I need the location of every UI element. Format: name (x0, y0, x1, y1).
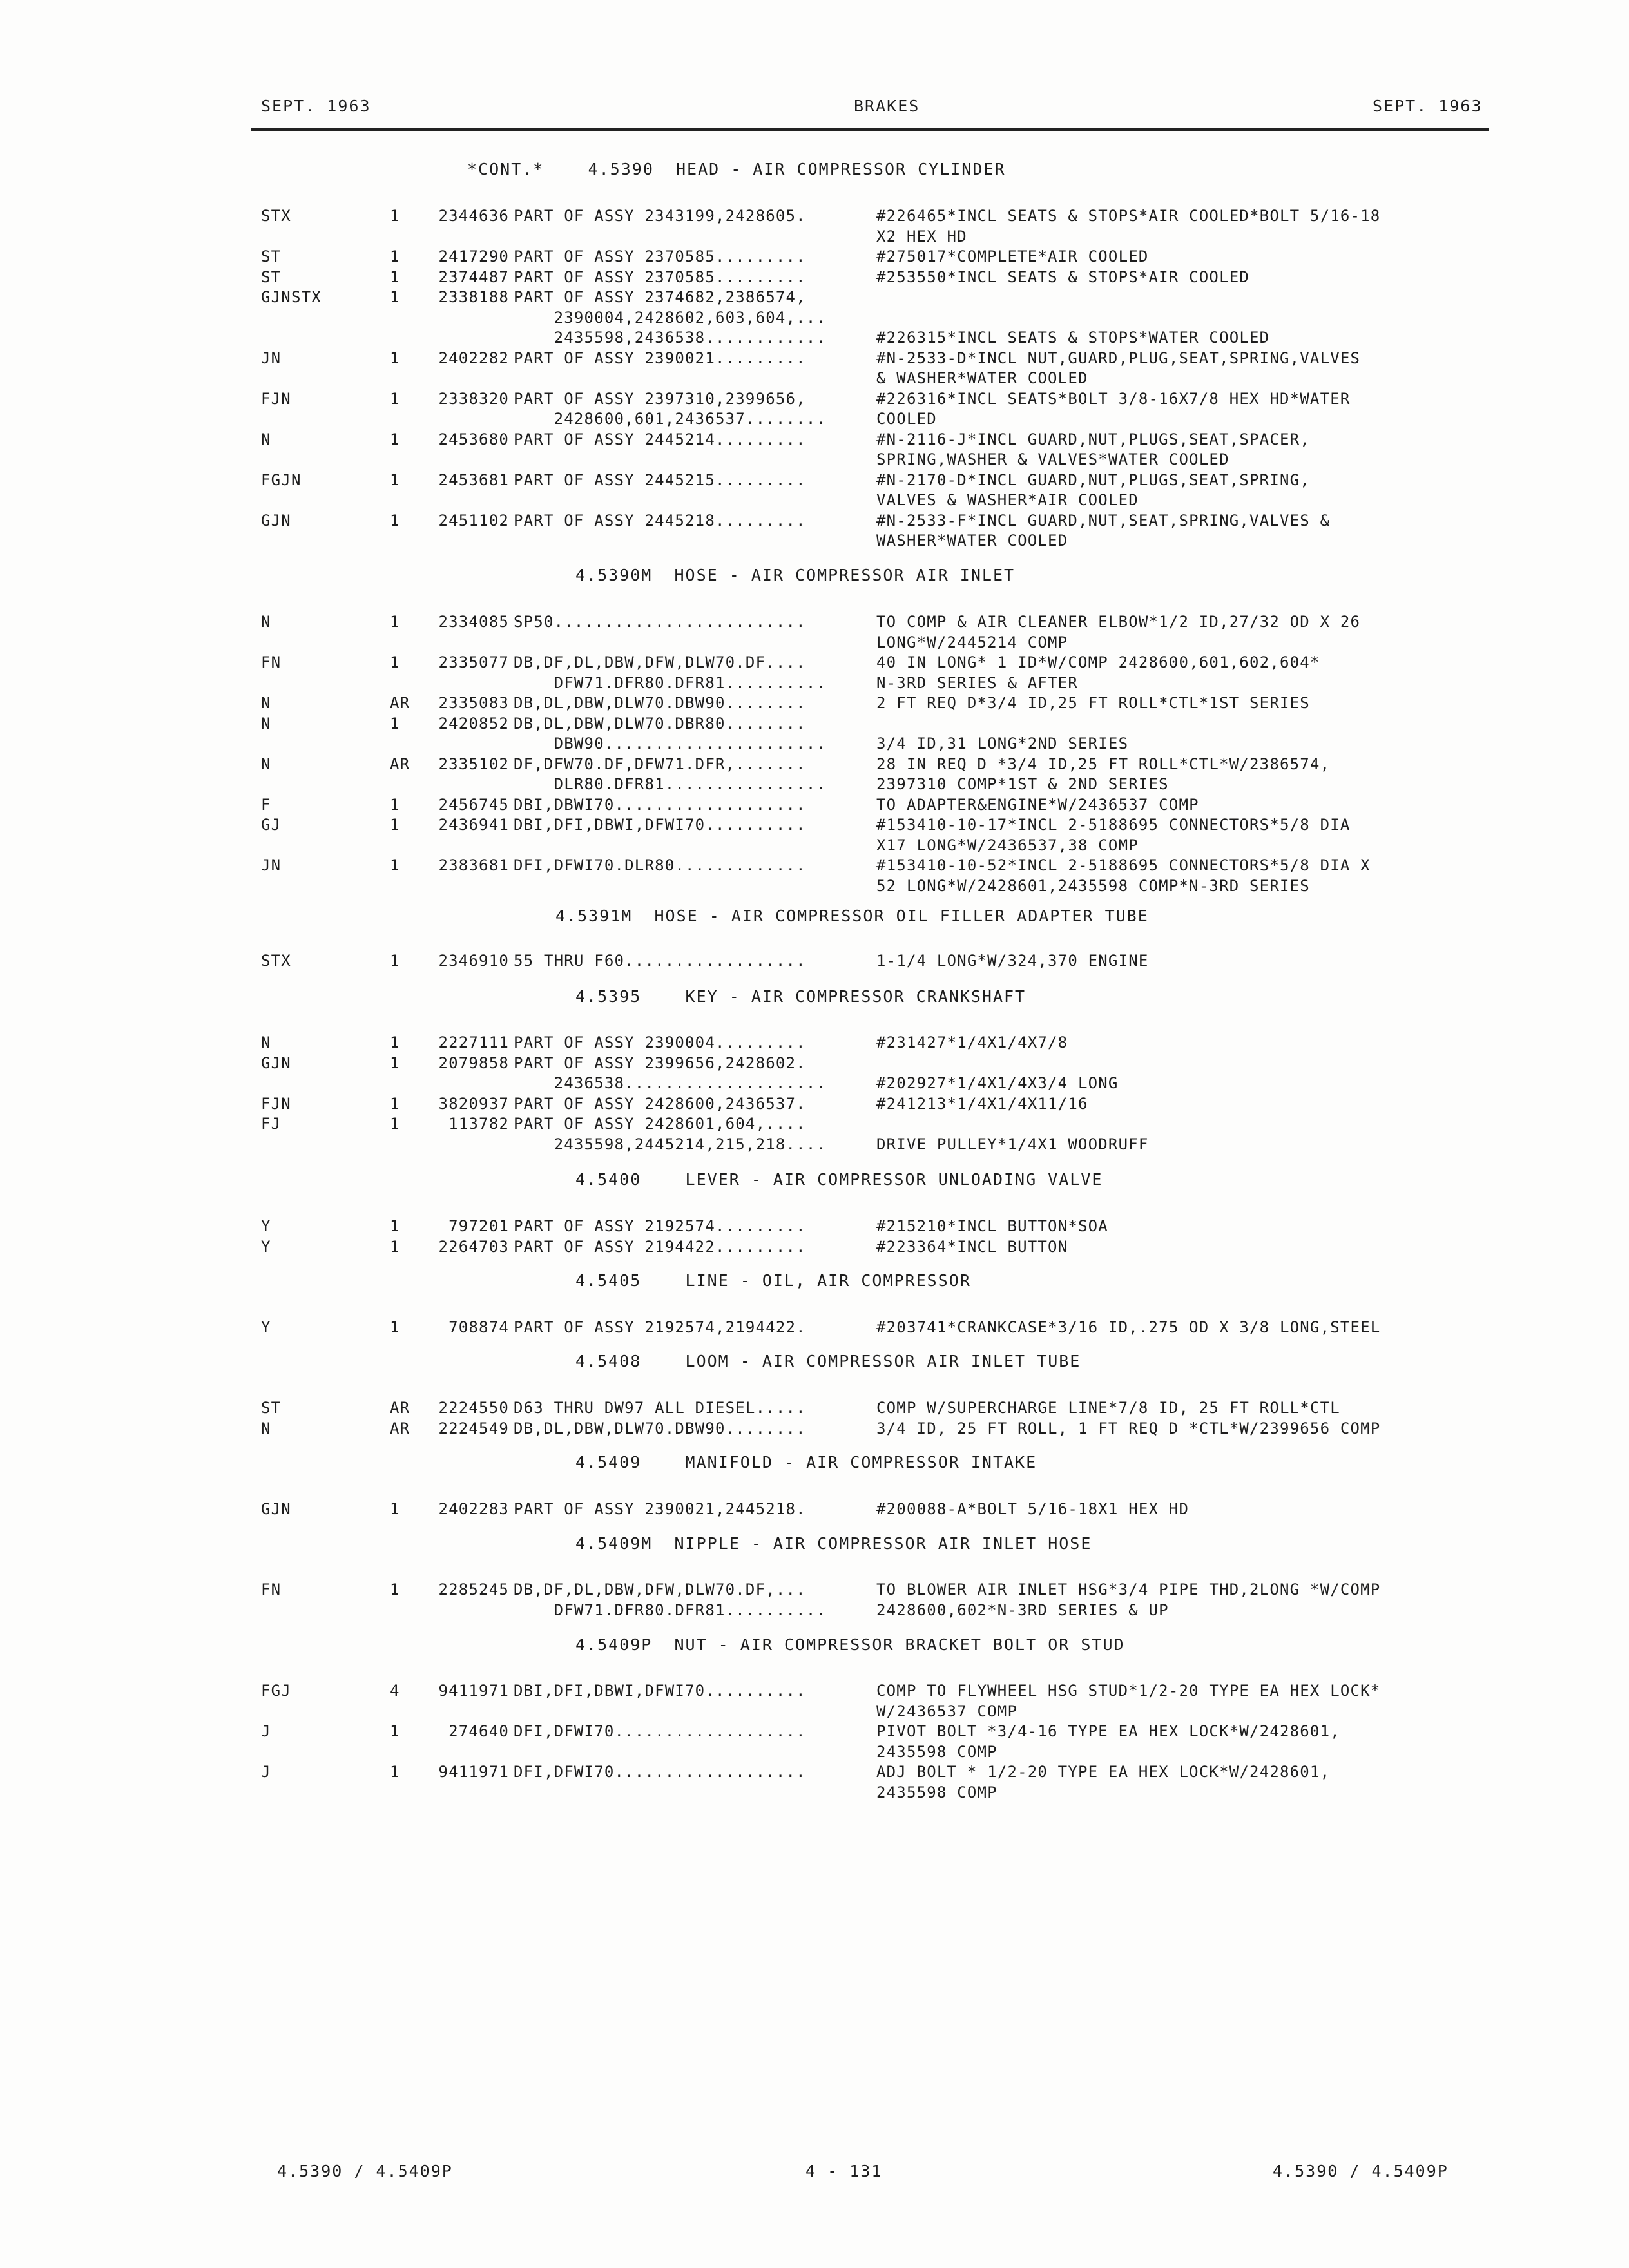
row-num: 2402283 (438, 1500, 509, 1518)
row-desc: W/2436537 COMP (876, 1702, 1018, 1720)
row-qty: 1 (390, 795, 400, 814)
row-desc: #253550*INCL SEATS & STOPS*AIR COOLED (876, 267, 1250, 286)
row-appl: SP50......................... (514, 613, 806, 631)
row-desc: TO BLOWER AIR INLET HSG*3/4 PIPE THD,2LONG *W/COMP (876, 1581, 1381, 1599)
row-code: JN (261, 856, 282, 874)
row-appl: DB,DF,DL,DBW,DFW,DLW70.DF.... (514, 653, 806, 671)
row-appl: DFW71.DFR80.DFR81.......... (514, 673, 827, 692)
row-code: J (261, 1722, 271, 1740)
row-appl: 55 THRU F60.................. (514, 952, 806, 970)
header-rule (251, 128, 1489, 131)
row-num: 2420852 (438, 714, 509, 733)
section-title: *CONT.* 4.5390 HEAD - AIR COMPRESSOR CYLINDER (467, 160, 1006, 178)
row-appl: PART OF ASSY 2445215......... (514, 470, 806, 489)
footer-right: 4.5390 / 4.5409P (1273, 2162, 1449, 2180)
row-num: 2335102 (438, 754, 509, 773)
row-qty: 1 (390, 1763, 400, 1781)
row-num: 2346910 (438, 952, 509, 970)
row-code: FJN (261, 1094, 291, 1113)
row-code: FJN (261, 389, 291, 408)
row-qty: 1 (390, 714, 400, 733)
row-code: N (261, 1033, 271, 1052)
row-desc: 2435598 COMP (876, 1742, 998, 1761)
row-code: F (261, 795, 271, 814)
row-num: 2285245 (438, 1581, 509, 1599)
row-code: FN (261, 653, 282, 671)
row-qty: 1 (390, 1115, 400, 1133)
row-qty: 1 (390, 1033, 400, 1052)
row-desc: #215210*INCL BUTTON*SOA (876, 1217, 1108, 1235)
row-appl: PART OF ASSY 2399656,2428602. (514, 1053, 806, 1072)
row-appl: 2428600,601,2436537........ (514, 410, 827, 428)
row-code: GJN (261, 1053, 291, 1072)
row-appl: DFI,DFWI70................... (514, 1722, 806, 1740)
row-num: 2453681 (438, 470, 509, 489)
row-qty: 1 (390, 816, 400, 834)
row-code: FGJ (261, 1682, 291, 1700)
row-appl: D63 THRU DW97 ALL DIESEL..... (514, 1399, 806, 1417)
row-desc: #226315*INCL SEATS & STOPS*WATER COOLED (876, 329, 1270, 347)
row-appl: PART OF ASSY 2192574,2194422. (514, 1318, 806, 1336)
row-num: 2079858 (438, 1053, 509, 1072)
row-code: FGJN (261, 470, 302, 489)
row-appl: PART OF ASSY 2370585......... (514, 267, 806, 286)
row-appl: DBI,DBWI70................... (514, 795, 806, 814)
row-num: 2335077 (438, 653, 509, 671)
row-appl: PART OF ASSY 2428601,604,.... (514, 1115, 806, 1133)
footer-left: 4.5390 / 4.5409P (277, 2162, 453, 2180)
row-num: 2335083 (438, 694, 509, 712)
row-desc: COMP W/SUPERCHARGE LINE*7/8 ID, 25 FT ROLL*CTL (876, 1399, 1340, 1417)
row-appl: DB,DF,DL,DBW,DFW,DLW70.DF,... (514, 1581, 806, 1599)
row-appl: DFI,DFWI70.DLR80............. (514, 856, 806, 874)
row-qty: 1 (390, 653, 400, 671)
row-appl: PART OF ASSY 2428600,2436537. (514, 1094, 806, 1113)
row-desc: 2428600,602*N-3RD SERIES & UP (876, 1600, 1169, 1619)
row-desc: & WASHER*WATER COOLED (876, 369, 1088, 387)
row-code: N (261, 613, 271, 631)
footer-page-number: 4 - 131 (805, 2162, 883, 2180)
row-code: FN (261, 1581, 282, 1599)
section-title: 4.5400 LEVER - AIR COMPRESSOR UNLOADING VALVE (575, 1170, 1103, 1189)
row-qty: AR (390, 754, 410, 773)
row-code: Y (261, 1217, 271, 1235)
row-code: FJ (261, 1115, 282, 1133)
row-desc: VALVES & WASHER*AIR COOLED (876, 491, 1139, 509)
row-desc: N-3RD SERIES & AFTER (876, 673, 1078, 692)
row-num: 2338188 (438, 288, 509, 306)
row-code: ST (261, 1399, 282, 1417)
row-appl: 2390004,2428602,603,604,... (514, 308, 827, 327)
row-desc: #153410-10-52*INCL 2-5188695 CONNECTORS*5/8 DIA X (876, 856, 1371, 874)
row-desc: 28 IN REQ D *3/4 ID,25 FT ROLL*CTL*W/2386574, (876, 754, 1331, 773)
row-desc: LONG*W/2445214 COMP (876, 633, 1068, 651)
row-num: 2451102 (438, 511, 509, 530)
row-qty: 1 (390, 856, 400, 874)
row-num: 2417290 (438, 247, 509, 265)
row-appl: PART OF ASSY 2445218......... (514, 511, 806, 530)
row-appl: PART OF ASSY 2374682,2386574, (514, 288, 806, 306)
section-title: 4.5395 KEY - AIR COMPRESSOR CRANKSHAFT (575, 987, 1027, 1006)
row-num: 2334085 (438, 613, 509, 631)
row-appl: DLR80.DFR81................ (514, 775, 827, 793)
row-desc: 3/4 ID, 25 FT ROLL, 1 FT REQ D *CTL*W/2399656 COMP (876, 1419, 1381, 1437)
row-qty: 1 (390, 613, 400, 631)
row-num: 2456745 (438, 795, 509, 814)
row-num: 113782 (448, 1115, 509, 1133)
row-qty: 1 (390, 1217, 400, 1235)
row-code: ST (261, 267, 282, 286)
row-qty: 1 (390, 349, 400, 367)
row-desc: #275017*COMPLETE*AIR COOLED (876, 247, 1149, 265)
row-code: STX (261, 952, 291, 970)
row-appl: DF,DFW70.DF,DFW71.DFR,....... (514, 754, 806, 773)
row-qty: 1 (390, 430, 400, 448)
row-qty: AR (390, 1419, 410, 1437)
row-qty: 1 (390, 1581, 400, 1599)
header-left: SEPT. 1963 (261, 97, 371, 115)
row-desc: #231427*1/4X1/4X7/8 (876, 1033, 1068, 1052)
row-code: N (261, 714, 271, 733)
row-code: GJNSTX (261, 288, 322, 306)
row-code: GJ (261, 816, 282, 834)
row-appl: DB,DL,DBW,DLW70.DBW90........ (514, 694, 806, 712)
row-code: N (261, 1419, 271, 1437)
header-right: SEPT. 1963 (1373, 97, 1483, 115)
row-code: JN (261, 349, 282, 367)
row-appl: DBI,DFI,DBWI,DFWI70.......... (514, 816, 806, 834)
row-appl: DFI,DFWI70................... (514, 1763, 806, 1781)
row-appl: DB,DL,DBW,DLW70.DBW90........ (514, 1419, 806, 1437)
section-title: 4.5405 LINE - OIL, AIR COMPRESSOR (575, 1271, 971, 1290)
row-num: 3820937 (438, 1094, 509, 1113)
row-desc: #N-2533-D*INCL NUT,GUARD,PLUG,SEAT,SPRING,VALVES (876, 349, 1361, 367)
row-desc: PIVOT BOLT *3/4-16 TYPE EA HEX LOCK*W/2428601, (876, 1722, 1340, 1740)
row-code: GJN (261, 1500, 291, 1518)
row-desc: #223364*INCL BUTTON (876, 1237, 1068, 1256)
row-num: 2227111 (438, 1033, 509, 1052)
row-qty: 1 (390, 1318, 400, 1336)
row-appl: PART OF ASSY 2445214......... (514, 430, 806, 448)
row-desc: #203741*CRANKCASE*3/16 ID,.275 OD X 3/8 LONG,STEEL (876, 1318, 1381, 1336)
row-num: 2224550 (438, 1399, 509, 1417)
section-title: 4.5391M HOSE - AIR COMPRESSOR OIL FILLER ADAPTER TUBE (555, 907, 1149, 925)
row-num: 2383681 (438, 856, 509, 874)
row-desc: COMP TO FLYWHEEL HSG STUD*1/2-20 TYPE EA HEX LOCK* (876, 1682, 1381, 1700)
row-qty: 1 (390, 389, 400, 408)
row-desc: 3/4 ID,31 LONG*2ND SERIES (876, 735, 1129, 753)
row-appl: PART OF ASSY 2194422......... (514, 1237, 806, 1256)
row-desc: #200088-A*BOLT 5/16-18X1 HEX HD (876, 1500, 1190, 1518)
row-appl: PART OF ASSY 2390004......... (514, 1033, 806, 1052)
row-appl: DBI,DFI,DBWI,DFWI70.......... (514, 1682, 806, 1700)
row-appl: DBW90...................... (514, 735, 827, 753)
row-qty: 1 (390, 1094, 400, 1113)
row-desc: #202927*1/4X1/4X3/4 LONG (876, 1074, 1119, 1092)
row-appl: PART OF ASSY 2397310,2399656, (514, 389, 806, 408)
row-desc: ADJ BOLT * 1/2-20 TYPE EA HEX LOCK*W/2428601, (876, 1763, 1331, 1781)
row-num: 2453680 (438, 430, 509, 448)
row-num: 708874 (448, 1318, 509, 1336)
row-qty: 1 (390, 470, 400, 489)
row-code: N (261, 430, 271, 448)
section-title: 4.5409M NIPPLE - AIR COMPRESSOR AIR INLET HOSE (575, 1534, 1092, 1553)
row-num: 9411971 (438, 1682, 509, 1700)
row-num: 2402282 (438, 349, 509, 367)
row-num: 2264703 (438, 1237, 509, 1256)
row-code: N (261, 754, 271, 773)
row-appl: PART OF ASSY 2343199,2428605. (514, 207, 806, 225)
row-desc: 2 FT REQ D*3/4 ID,25 FT ROLL*CTL*1ST SERIES (876, 694, 1310, 712)
row-appl: 2435598,2445214,215,218.... (514, 1135, 827, 1153)
section-title: 4.5409P NUT - AIR COMPRESSOR BRACKET BOLT OR STUD (575, 1635, 1125, 1654)
row-appl: DB,DL,DBW,DLW70.DBR80........ (514, 714, 806, 733)
row-code: J (261, 1763, 271, 1781)
row-desc: 2397310 COMP*1ST & 2ND SERIES (876, 775, 1169, 793)
row-qty: 1 (390, 288, 400, 306)
row-appl: PART OF ASSY 2390021......... (514, 349, 806, 367)
row-code: Y (261, 1318, 271, 1336)
row-qty: 1 (390, 267, 400, 286)
row-qty: AR (390, 1399, 410, 1417)
row-desc: WASHER*WATER COOLED (876, 532, 1068, 550)
row-num: 2344636 (438, 207, 509, 225)
row-desc: #N-2533-F*INCL GUARD,NUT,SEAT,SPRING,VALVES & (876, 511, 1331, 530)
row-qty: 1 (390, 1237, 400, 1256)
row-desc: #241213*1/4X1/4X11/16 (876, 1094, 1088, 1113)
row-desc: #N-2170-D*INCL GUARD,NUT,PLUGS,SEAT,SPRING, (876, 470, 1310, 489)
row-code: ST (261, 247, 282, 265)
row-desc: #226316*INCL SEATS*BOLT 3/8-16X7/8 HEX HD*WATER (876, 389, 1351, 408)
row-num: 2224549 (438, 1419, 509, 1437)
row-desc: #153410-10-17*INCL 2-5188695 CONNECTORS*5/8 DIA (876, 816, 1351, 834)
row-qty: 1 (390, 1722, 400, 1740)
row-num: 9411971 (438, 1763, 509, 1781)
section-title: 4.5408 LOOM - AIR COMPRESSOR AIR INLET TUBE (575, 1352, 1081, 1370)
section-title: 4.5409 MANIFOLD - AIR COMPRESSOR INTAKE (575, 1453, 1037, 1472)
row-num: 2374487 (438, 267, 509, 286)
row-appl: PART OF ASSY 2370585......... (514, 247, 806, 265)
row-appl: 2435598,2436538............ (514, 329, 827, 347)
row-desc: SPRING,WASHER & VALVES*WATER COOLED (876, 450, 1229, 468)
row-qty: 1 (390, 1053, 400, 1072)
header-center: BRAKES (854, 97, 920, 115)
row-desc: #226465*INCL SEATS & STOPS*AIR COOLED*BOLT 5/16-18 (876, 207, 1381, 225)
row-qty: AR (390, 694, 410, 712)
row-qty: 1 (390, 247, 400, 265)
row-desc: 52 LONG*W/2428601,2435598 COMP*N-3RD SERIES (876, 876, 1310, 895)
row-qty: 4 (390, 1682, 400, 1700)
row-desc: TO COMP & AIR CLEANER ELBOW*1/2 ID,27/32 OD X 26 (876, 613, 1361, 631)
row-desc: 40 IN LONG* 1 ID*W/COMP 2428600,601,602,604* (876, 653, 1320, 671)
row-desc: #N-2116-J*INCL GUARD,NUT,PLUGS,SEAT,SPACER, (876, 430, 1310, 448)
row-desc: DRIVE PULLEY*1/4X1 WOODRUFF (876, 1135, 1149, 1153)
row-code: STX (261, 207, 291, 225)
row-qty: 1 (390, 511, 400, 530)
row-qty: 1 (390, 207, 400, 225)
row-desc: TO ADAPTER&ENGINE*W/2436537 COMP (876, 795, 1199, 814)
row-appl: DFW71.DFR80.DFR81.......... (514, 1600, 827, 1619)
row-appl: PART OF ASSY 2192574......... (514, 1217, 806, 1235)
row-desc: 1-1/4 LONG*W/324,370 ENGINE (876, 952, 1149, 970)
row-num: 274640 (448, 1722, 509, 1740)
row-qty: 1 (390, 952, 400, 970)
row-appl: PART OF ASSY 2390021,2445218. (514, 1500, 806, 1518)
row-code: Y (261, 1237, 271, 1256)
row-desc: X2 HEX HD (876, 227, 967, 245)
row-num: 797201 (448, 1217, 509, 1235)
row-desc: 2435598 COMP (876, 1783, 998, 1802)
row-desc: X17 LONG*W/2436537,38 COMP (876, 836, 1139, 854)
row-qty: 1 (390, 1500, 400, 1518)
section-title: 4.5390M HOSE - AIR COMPRESSOR AIR INLET (575, 566, 1016, 584)
row-code: GJN (261, 511, 291, 530)
row-desc: COOLED (876, 410, 937, 428)
row-num: 2436941 (438, 816, 509, 834)
row-code: N (261, 694, 271, 712)
row-num: 2338320 (438, 389, 509, 408)
row-appl: 2436538.................... (514, 1074, 827, 1092)
